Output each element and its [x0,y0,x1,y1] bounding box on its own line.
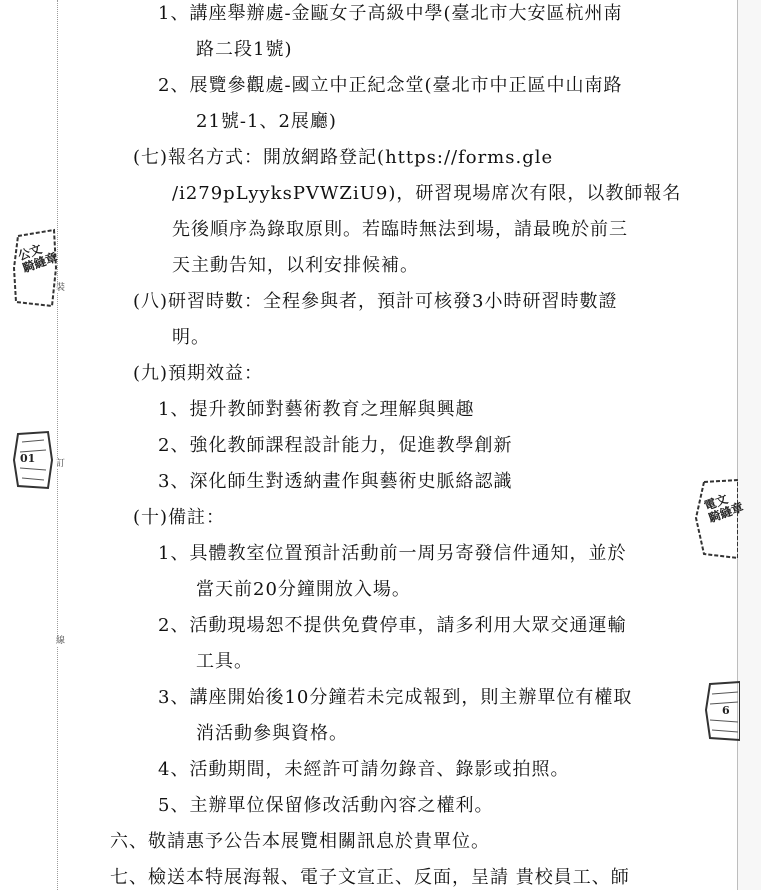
page-number-text: 01 [20,452,36,465]
text-line: 21號-1、2展廳) [196,111,337,132]
text-line: 4、活動期間，未經許可請勿錄音、錄影或拍照。 [158,759,570,780]
text-line: 天主動告知，以利安排候補。 [172,255,419,276]
seam-seal-text: 公文 騎縫章 [16,241,60,276]
section-heading: (十)備註： [133,507,226,528]
binding-label-zhuang: 裝 [56,283,66,293]
binding-label-ding: 訂 [56,459,66,469]
seam-seal-stamp [12,228,58,310]
text-line: (七)報名方式：開放網路登記(https://forms.gle [133,147,554,168]
electronic-seam-seal-text: 電文 騎縫章 [702,491,746,526]
text-line: 1、具體教室位置預計活動前一周另寄發信件通知，並於 [158,543,627,564]
electronic-seam-seal-stamp [694,478,746,560]
text-line: 3、講座開始後10分鐘若未完成報到，則主辦單位有權取 [158,687,633,708]
text-line: 1、講座舉辦處-金甌女子高級中學(臺北市大安區杭州南 [158,3,623,24]
text-line: 明。 [172,327,210,348]
text-line: 當天前20分鐘開放入場。 [196,579,411,600]
section-heading: 六、敬請惠予公告本展覽相關訊息於貴單位。 [110,831,490,852]
text-line: (八)研習時數：全程參與者，預計可核發3小時研習時數證 [133,291,618,312]
text-line: 路二段1號) [196,39,293,60]
text-line: 1、提升教師對藝術教育之理解與興趣 [158,399,475,420]
text-line: /i279pLyyksPVWZiU9)，研習現場席次有限，以教師報名 [172,183,682,204]
text-line: 3、深化師生對透納畫作與藝術史脈絡認識 [158,471,513,492]
page-edge-strip [737,0,761,890]
section-heading: (九)預期效益： [133,363,264,384]
page-seal-stamp [704,680,740,742]
text-line: 先後順序為錄取原則。若臨時無法到場，請最晚於前三 [172,219,628,240]
text-line: 5、主辦單位保留修改活動內容之權利。 [158,795,494,816]
page-number-stamp [12,430,54,490]
text-line: 消活動參與資格。 [196,723,348,744]
binding-label-xian: 線 [56,636,66,646]
text-line: 2、活動現場恕不提供免費停車，請多利用大眾交通運輸 [158,615,627,636]
page-seal-text: 6 [722,704,730,717]
binding-line [57,0,58,890]
text-line: 2、展覽參觀處-國立中正紀念堂(臺北市中正區中山南路 [158,75,623,96]
text-line: 工具。 [196,651,253,672]
text-line: 2、強化教師課程設計能力，促進教學創新 [158,435,513,456]
section-heading: 七、檢送本特展海報、電子文宣正、反面，呈請 貴校員工、師 [110,867,630,888]
